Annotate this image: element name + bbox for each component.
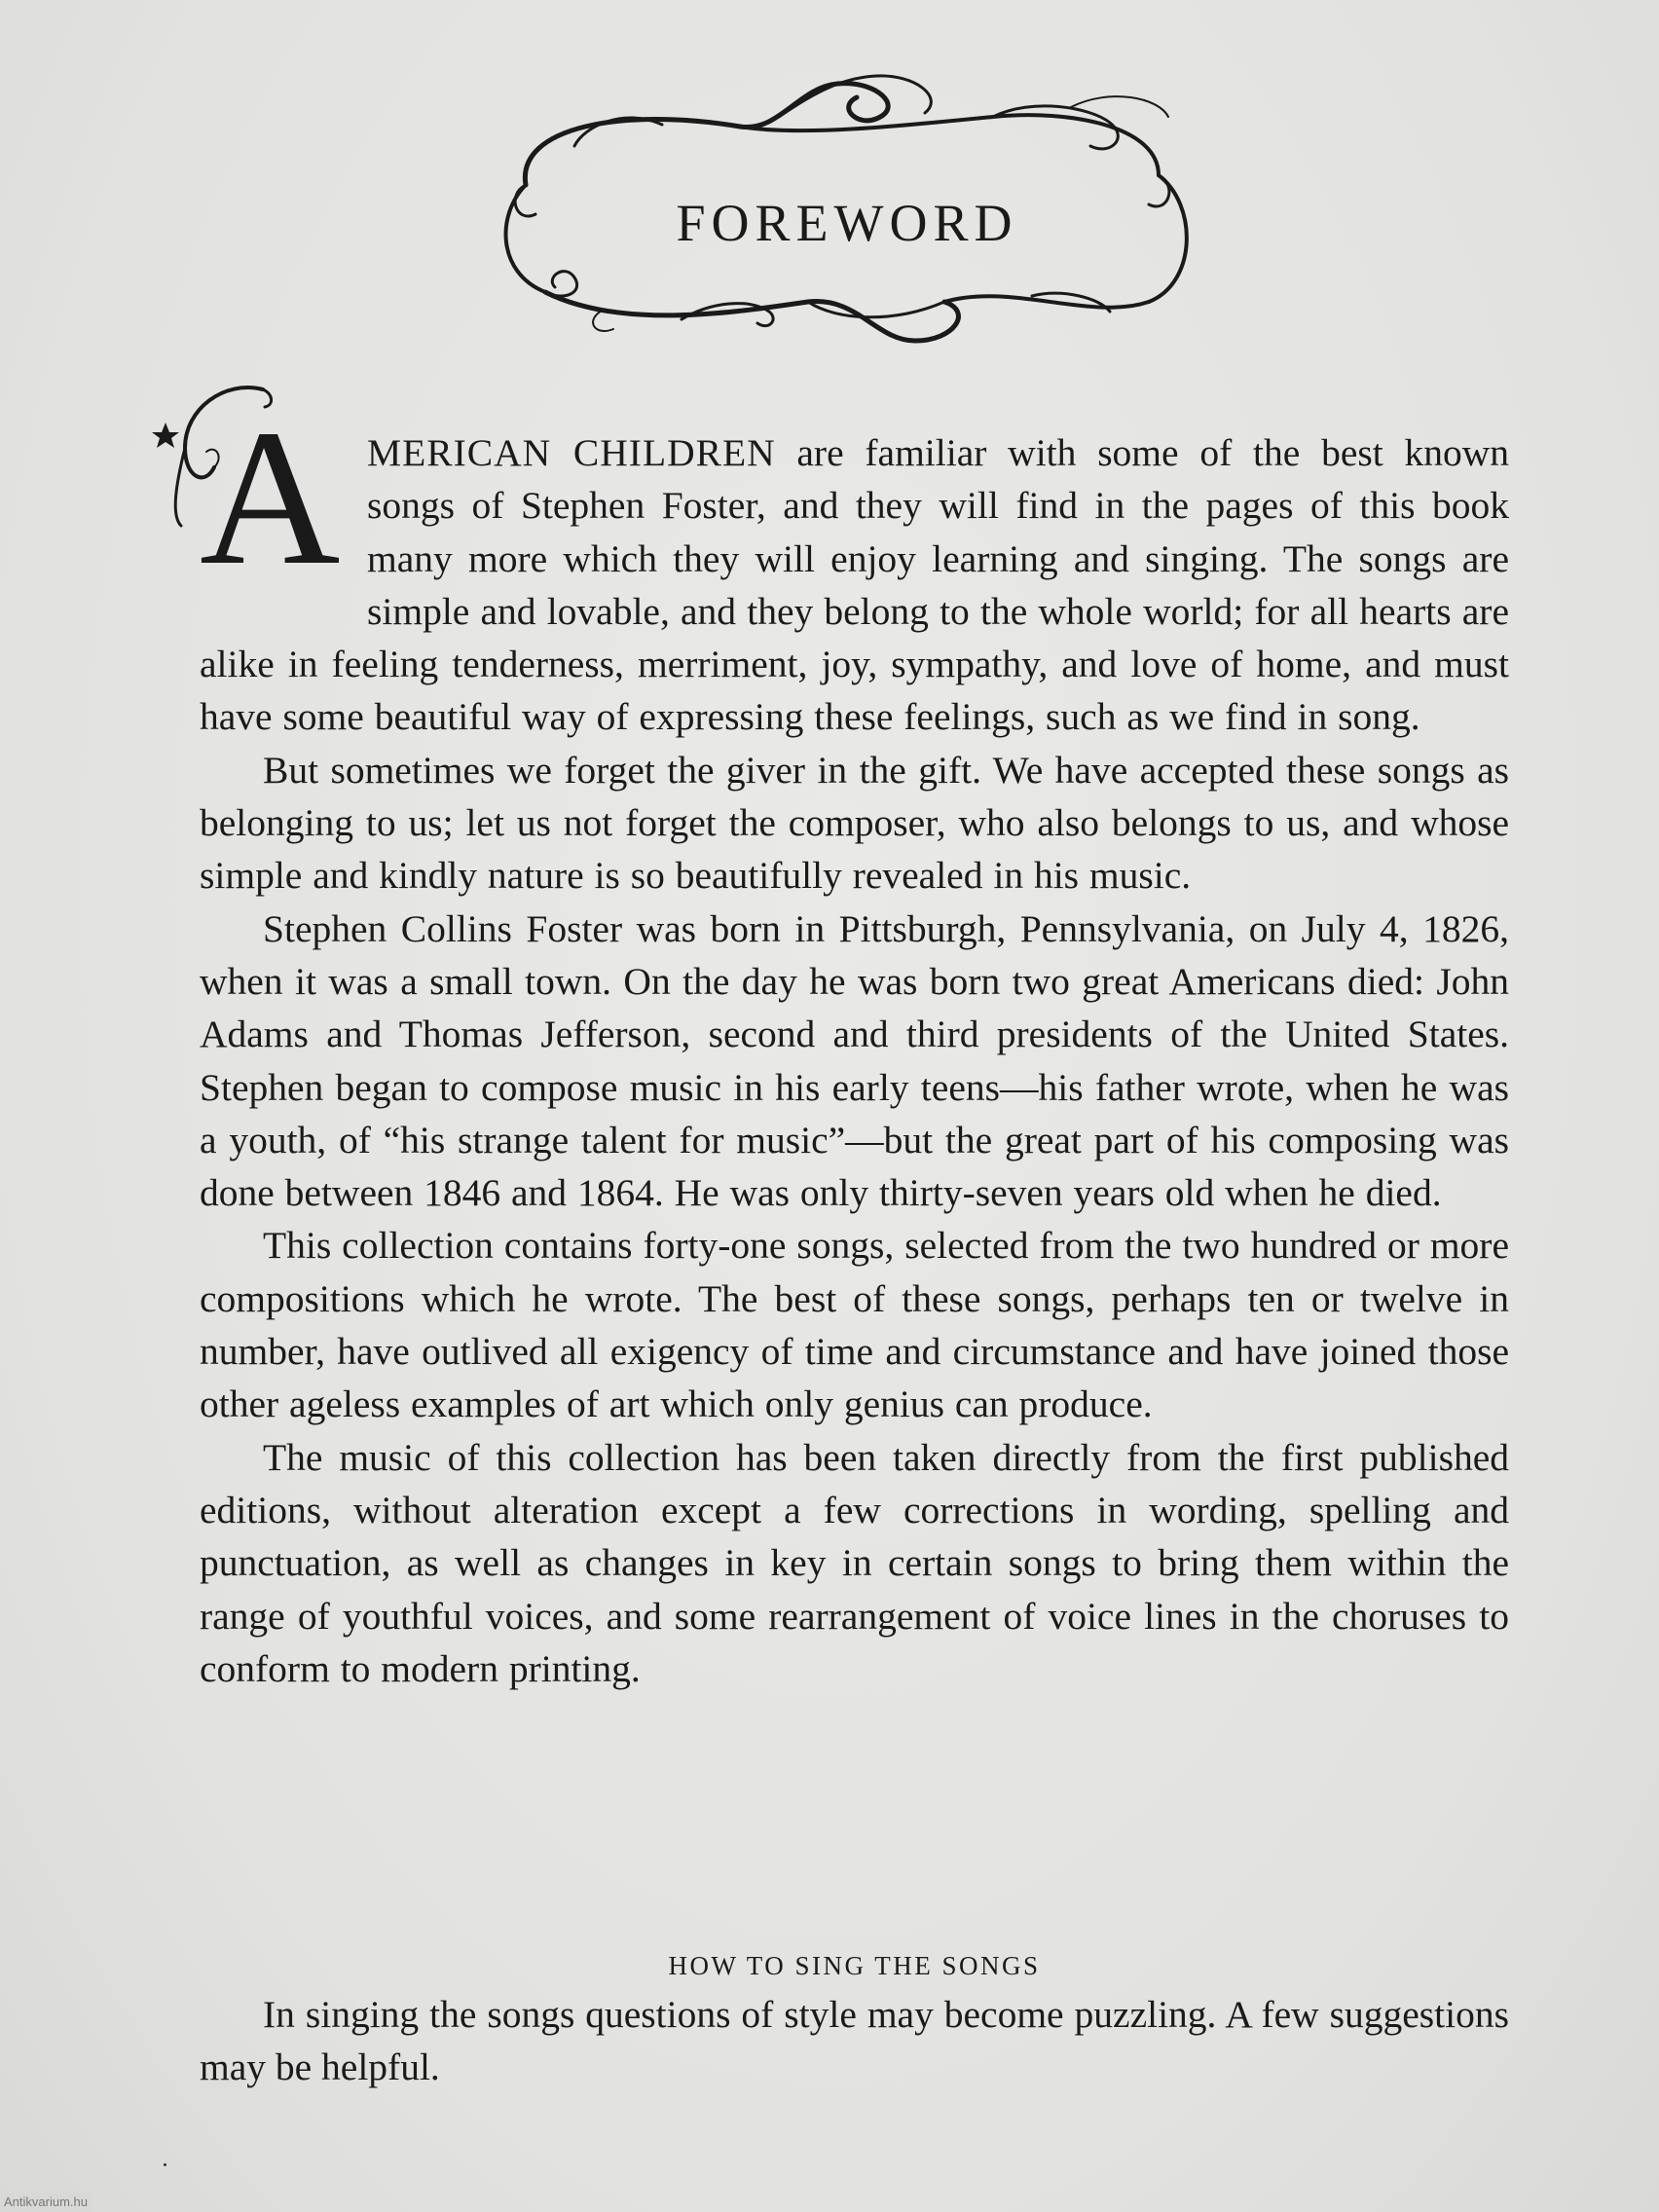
page-title: FOREWORD [676,194,1018,252]
paragraph-5: The music of this collection has been taken directly from the first published editions, without alteration except a few corrections in wording, spelling and punctuation, as well as changes in key in certain songs to bring them within the range of youthful voices, and some rearrangement of voice lines in the choruses to conform to modern printing. [200,1435,1509,1690]
drop-cap-letter: A [200,390,341,606]
section-paragraph-1: In singing the songs questions of style may become puzzling. A few suggestions may be helpful. [200,1993,1509,2089]
paragraph-1-text: are familiar with some of the best known songs of Stephen Foster, and they will find in the pages of this book many more which they will enjoy learning and singing. The songs are simple and lovable, and they belong to the whole world; for all hearts are alike in feeling tenderness, merriment, joy, sympathy, and love of home, and must have some beautiful way of expressing these feelings, such as we find in song. [200,431,1509,739]
section-heading: HOW TO SING THE SONGS [668,1951,1041,1980]
star-icon [152,423,179,448]
paragraph-1-lead: MERICAN CHILDREN [367,431,776,474]
paragraph-3: Stephen Collins Foster was born in Pittsburgh, Pennsylvania, on July 4, 1826, when it was a small town. On the day he was born two great Americans died: John Adams and Thomas Jefferson, second and third presidents of the United States. Stephen began to compose music in his early teens—his father wrote, when he was a youth, of “his strange talent for music”—but the great part of his composing was done between 1846 and 1864. He was only thirty-seven years old when he died. [200,906,1509,1215]
watermark: Antikvarium.hu [0,2193,92,2212]
paragraph-2: But sometimes we forget the giver in the gift. We have accepted these songs as belonging to us; let us not forget the composer, who also belongs to us, and whose simple and kindly nature is so beautifully revealed in his music. [200,748,1509,898]
section-body [200,1988,1509,2094]
paragraph-1 [200,390,1509,744]
ink-speck [164,2163,166,2166]
paragraph-4: This collection contains forty-one songs, selected from the two hundred or more compositions which he wrote. The best of these songs, perhaps ten or twelve in number, have outlived all exigency of time and circumstance and have joined those other ageless examples of art which only genius can produce. [200,1224,1509,1426]
foreword-body [200,390,1509,1695]
drop-cap [192,390,348,606]
